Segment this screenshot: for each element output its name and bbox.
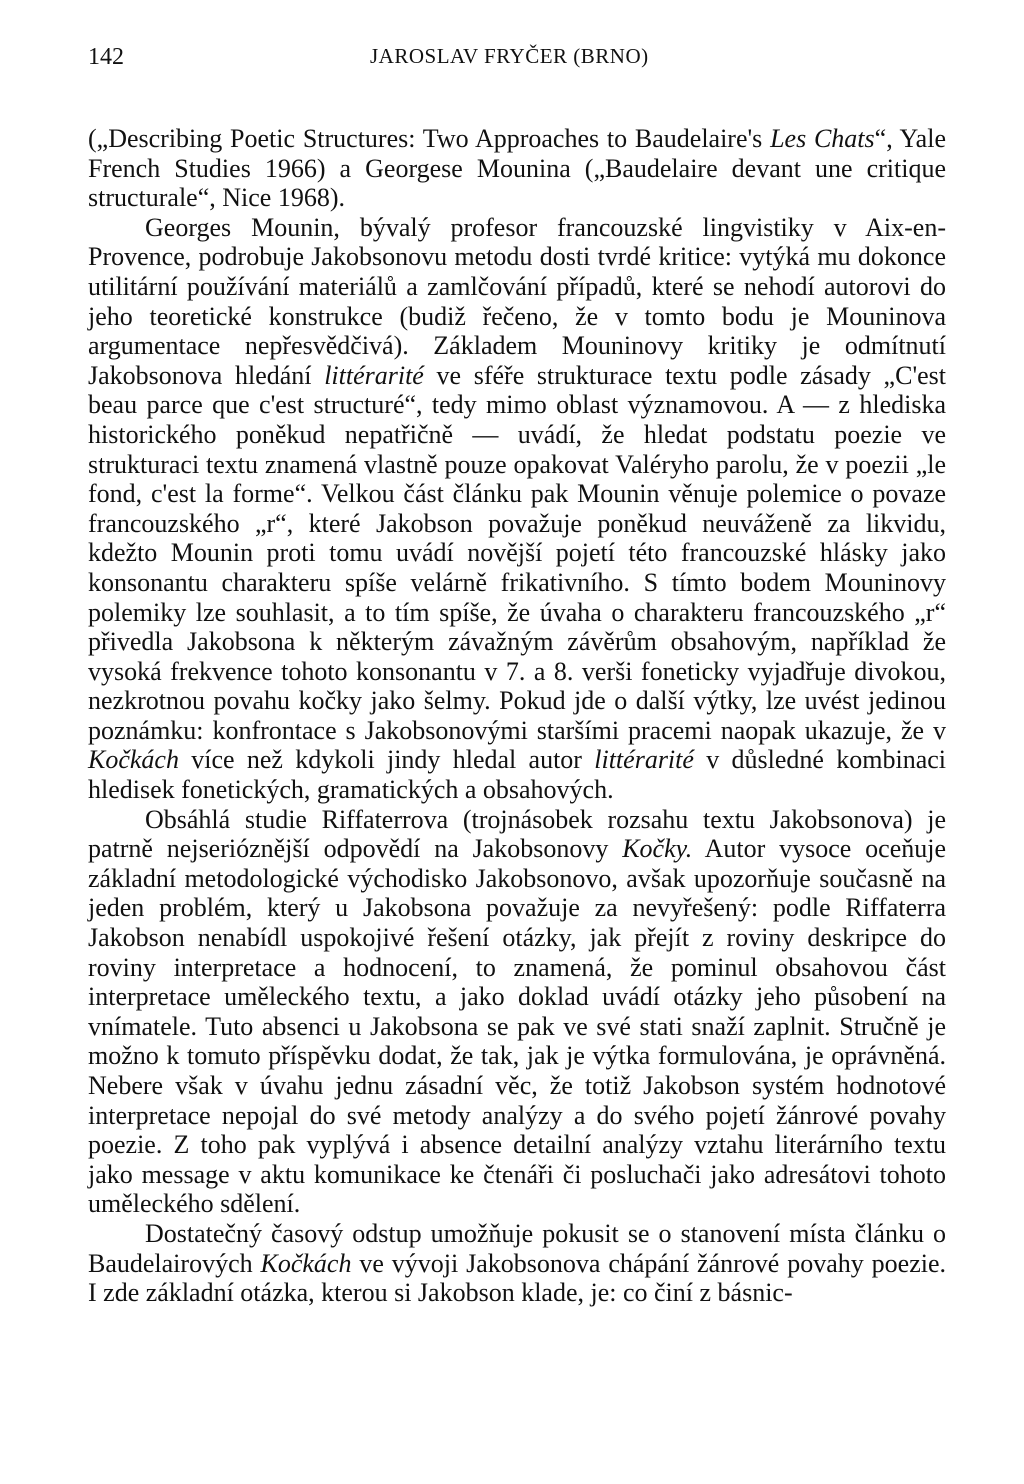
paragraph-mounin [88, 213, 946, 805]
text-run: Georges Mounin, bývalý profesor francouzské lingvistiky v Aix-en-Provence, podrobuje Jakobsonovu metodu dosti tvrdé kritice: vytýká mu dokonce utilitární používání materiálů a zamlčování případů, které se nehodí autorovi do jeho teoretické konstrukce (budiž řečeno, že v tomto bodu je Mouninova argumentace nepřesvědčivá). Základem Mouninovy kritiky je odmítnutí Jakobsonova hledání [88, 212, 946, 390]
paragraph-dostatecny [88, 1219, 946, 1308]
italic-run: Kočkách [260, 1248, 352, 1278]
text-run: ve vývoji Jakobsonova chápání žánrové povahy poezie. I zde základní otázka, kterou si Jakobson klade, je: co činí z básnic- [88, 1248, 946, 1308]
italic-run: littérarité [324, 360, 424, 390]
body-text [88, 124, 946, 1308]
document-page [88, 30, 946, 1308]
page-number: 142 [88, 44, 124, 70]
running-title: JAROSLAV FRYČER (BRNO) [370, 44, 649, 68]
text-run: („Describing Poetic Structures: Two Approaches to Baudelaire's [88, 124, 771, 153]
italic-run: Kočkách [88, 745, 179, 775]
text-run: Autor vysoce oceňuje základní metodologické východisko Jakobsonovo, avšak upozorňuje současně na jeden problém, který u Jakobsona považuje za nevyřešený: podle Riffaterra Jakobson nenabídl uspokojivé řešení otázky, jak přejít z roviny deskripce do roviny interpretace a hodnocení, to znamená, že pominul obsahovou část interpretace uměleckého textu, a jako doklad uvádí otázky jeho působení na vnímatele. Tuto absenci u Jakobsona se pak ve své stati snaží zaplnit. Stručně je možno k tomuto příspěvku dodat, že tak, jak je výtka formulována, je oprávněná. Nebere však v úvahu jednu zásadní věc, že totiž Jakobson systém hodnotové interpretace nepojal do své metody analýzy a do svého pojetí žánrové povahy poezie. Z toho pak vyplývá i absence detailní analýzy vztahu literárního textu jako message v aktu komunikace ke čtenáři či posluchači jako adresátovi tohoto uměleckého sdělení. [88, 834, 946, 1219]
text-run: více než kdykoli jindy hledal autor [178, 745, 595, 775]
text-run: v důsledné kombinaci hledisek fonetických, gramatických a obsahových. [88, 745, 946, 805]
text-run: Obsáhlá studie Riffaterrova (trojnásobek rozsahu textu Jakobsonova) je patrně nejserióznější odpovědí na Jakobsonovy [88, 804, 946, 864]
paragraph-riffaterre [88, 805, 946, 1219]
text-run: ve sféře strukturace textu podle zásady „C'est beau parce que c'est structuré“, tedy mimo oblast významovou. A — z hlediska historického poněkud nepatřičně — uvádí, že hledat podstatu poezie ve strukturaci textu znamená vlastně pouze opakovat Valéryho parolu, že v poezii „le fond, c'est la forme“. Velkou část článku pak Mounin věnuje polemice o povaze francouzského „r“, které Jakobson považuje poněkud neuváženě za likvidu, kdežto Mounin proti tomu uvádí novější pojetí této francouzské hlásky jako konsonantu charakteru spíše velárně frikativního. S tímto bodem Mouninovy polemiky lze souhlasit, a to tím spíše, že úvaha o charakteru francouzského „r“ přivedla Jakobsona k některým závažným závěrům obsahovým, například že vysoká frekvence tohoto konsonantu v 7. a 8. verši foneticky vyjadřuje divokou, nezkrotnou povahu kočky jako šelmy. Pokud jde o další výtky, lze uvést jedinou poznámku: konfrontace s Jakobsonovými staršími pracemi naopak ukazuje, že v [88, 360, 947, 745]
italic-run: Kočky. [622, 834, 693, 864]
text-run: Dostatečný časový odstup umožňuje pokusit se o stanovení místa článku o Baudelairových [88, 1218, 946, 1278]
text-run: “, Yale French Studies 1966) a Georgese Mounina („Baudelaire devant une critique structurale“, Nice 1968). [88, 124, 946, 213]
italic-run: Les Chats [770, 124, 875, 153]
italic-run: littérarité [594, 745, 694, 775]
running-header [88, 30, 946, 70]
paragraph-citation [88, 124, 946, 213]
